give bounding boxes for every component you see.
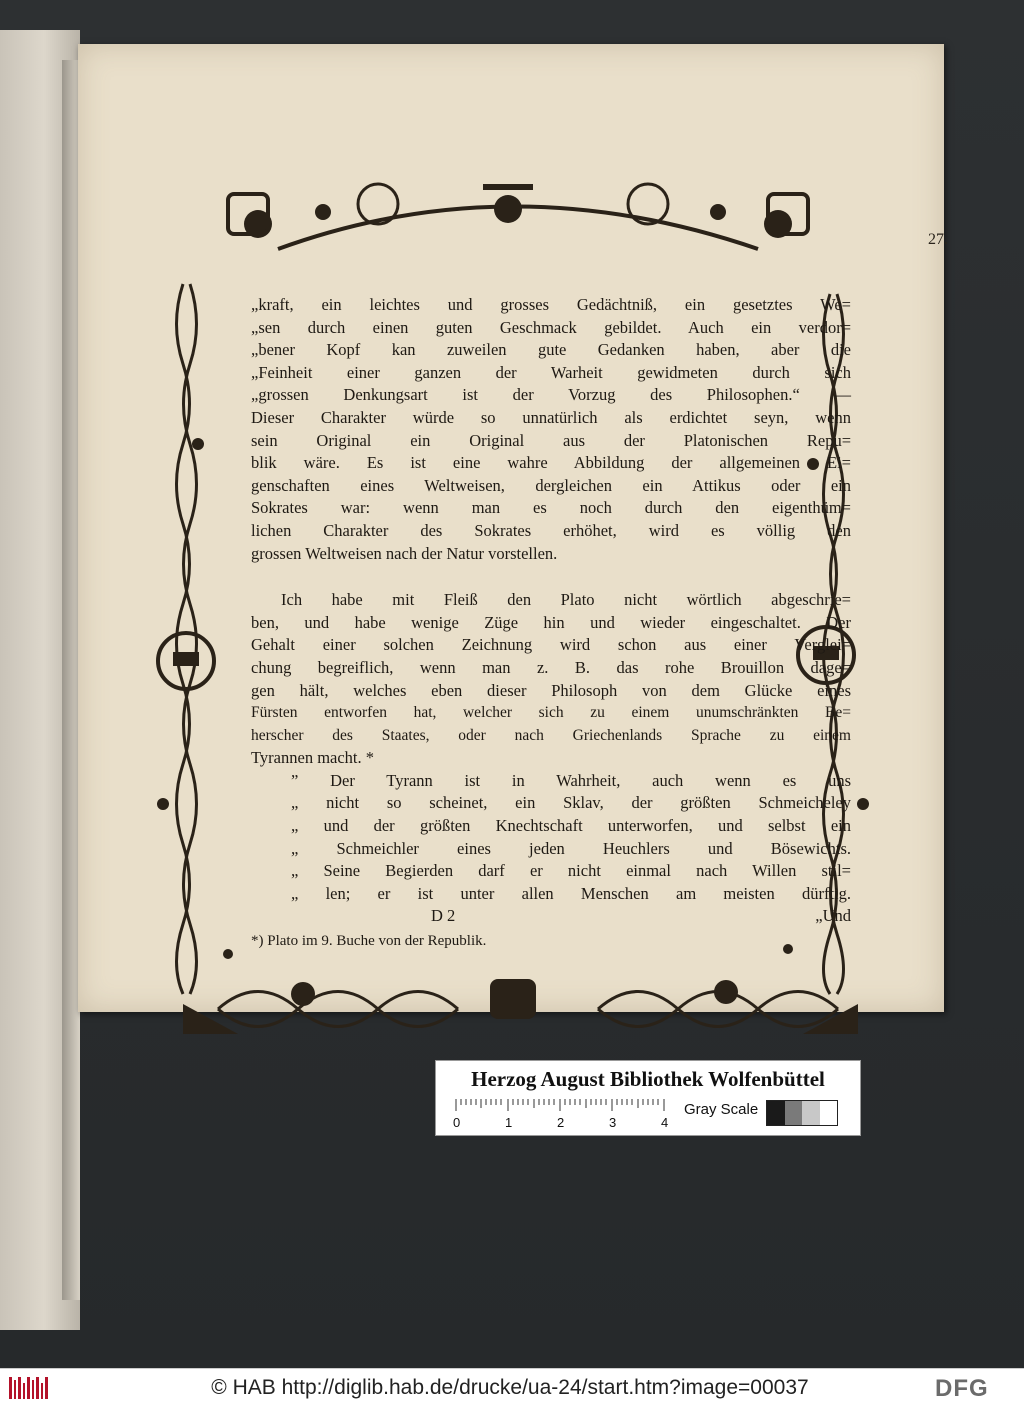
gray-swatch — [820, 1101, 838, 1125]
quote-line: ” Der Tyrann ist in Wahrheit, auch wenn es uns — [291, 770, 851, 790]
text-line: ben, und habe wenige Züge hin und wieder eingeschaltet. Der — [251, 612, 851, 632]
measurement-ruler — [453, 1099, 676, 1130]
text-line: Tyrannen macht. * — [251, 748, 375, 768]
color-control-card — [435, 1060, 861, 1136]
catchword: „Und — [815, 906, 851, 926]
paragraph-1 — [251, 294, 851, 565]
text-line: „sen durch einen guten Geschmack gebildet. Auch ein verdor= — [251, 317, 851, 337]
quote-line: „ Seine Begierden darf er nicht einmal nach Willen stil= — [291, 861, 851, 881]
quote-line: „ Schmeichler eines jeden Heuchlers und Bösewichts. — [291, 838, 851, 858]
text-line: Gehalt einer solchen Zeichnung wird schon aus einer Verglei= — [251, 635, 851, 655]
gray-scale-label: Gray Scale — [684, 1101, 759, 1118]
signature-mark: D 2 — [431, 906, 456, 926]
gray-swatch — [767, 1101, 785, 1125]
paragraph-2 — [251, 589, 851, 770]
text-line: „grossen Denkungsart ist der Vorzug des Philosophen.“ — — [251, 385, 851, 405]
ruler-label: 0 — [453, 1115, 461, 1130]
text-line: Dieser Charakter würde so unnatürlich als erdichtet seyn, wenn — [251, 407, 851, 427]
text-line: sein Original ein Original aus der Platonischen Repu= — [251, 430, 851, 450]
text-line: Fürsten entworfen hat, welcher sich zu einem unumschränkten Be= — [251, 704, 851, 722]
quote-line: „ len; er ist unter allen Menschen am meisten dürftig. — [291, 883, 851, 903]
quote-line: „ und der größten Knechtschaft unterworfen, und selbst ein — [291, 816, 851, 836]
ruler-label: 3 — [609, 1115, 617, 1130]
ruler-label: 2 — [557, 1115, 565, 1130]
main-text — [251, 294, 851, 953]
quote-line: „ nicht so scheinet, ein Sklav, der größten Schmeicheley — [291, 793, 851, 813]
ruler-label: 1 — [505, 1115, 513, 1130]
signature-row — [251, 905, 851, 928]
footer-copyright-link[interactable]: © HAB http://diglib.hab.de/drucke/ua-24/start.htm?image=00037 — [211, 1376, 809, 1399]
footnote: *) Plato im 9. Buche von der Republik. — [251, 933, 487, 950]
gray-swatch — [785, 1101, 803, 1125]
library-name: Herzog August Bibliothek Wolfenbüttel — [471, 1067, 825, 1091]
gray-scale-swatches — [766, 1100, 838, 1126]
text-line: gen hält, welches eben dieser Philosoph von dem Glücke eines — [251, 680, 851, 700]
footer-bar — [0, 1368, 1024, 1407]
text-line: chung begreiflich, wenn man z. B. das rohe Brouillon dage= — [251, 657, 851, 677]
text-line: lichen Charakter des Sokrates erhöhet, wird es völlig den — [251, 520, 851, 540]
text-line: „bener Kopf kan zuweilen gute Gedanken haben, aber die — [251, 340, 851, 360]
ruler-label: 4 — [661, 1115, 669, 1130]
book-page — [78, 44, 948, 1012]
text-line: Sokrates war: wenn man es noch durch den eigenthüm= — [251, 498, 851, 518]
text-line: „Feinheit einer ganzen der Warheit gewidmeten durch sich — [251, 362, 851, 382]
hab-barcode-logo-icon — [8, 1375, 50, 1401]
text-line: genschaften eines Weltweisen, dergleichen ein Attikus oder ein — [251, 475, 851, 495]
text-line: „kraft, ein leichtes und grosses Gedächtniß, ein gesetztes We= — [251, 295, 851, 314]
gray-swatch — [802, 1101, 820, 1125]
text-line: grossen Weltweisen nach der Natur vorstellen. — [251, 543, 558, 563]
dfg-logo: DFG — [935, 1375, 989, 1402]
text-line: Ich habe mit Fleiß den Plato nicht wörtlich abgeschrie= — [281, 590, 851, 610]
text-line: blik wäre. Es ist eine wahre Abbildung der allgemeinen Ei= — [251, 453, 851, 473]
page-number: 27. — [928, 231, 948, 248]
quotation — [251, 770, 851, 906]
text-line: herscher des Staates, oder nach Griechenlands Sprache zu einem — [251, 726, 851, 744]
